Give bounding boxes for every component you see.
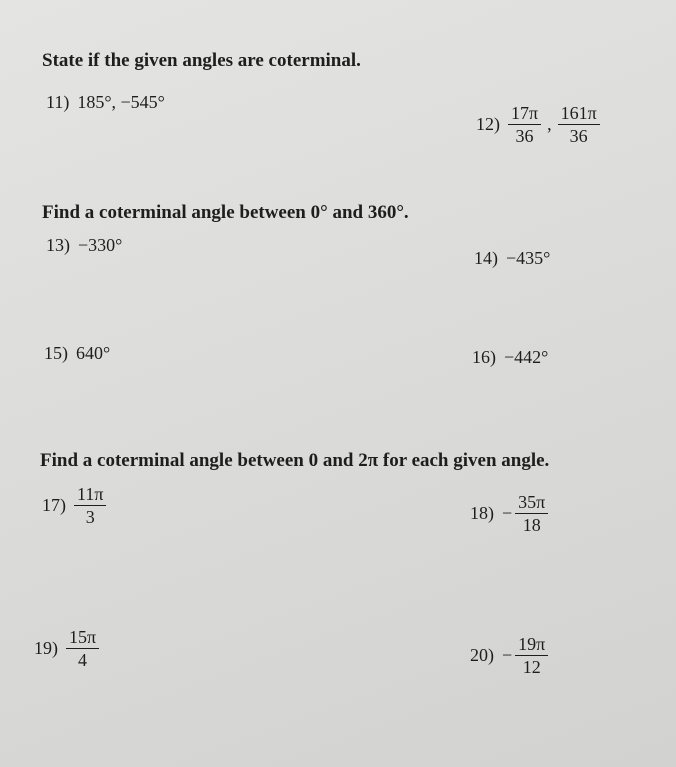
problem-number: 16) xyxy=(472,347,496,367)
fraction xyxy=(66,627,99,670)
problem-expression: −442° xyxy=(504,347,549,367)
problem-number: 12) xyxy=(476,114,500,135)
problem-15 xyxy=(44,343,110,364)
numerator: 19π xyxy=(515,634,548,656)
problem-number: 20) xyxy=(470,645,494,666)
problem-19 xyxy=(34,627,99,670)
problem-expression: 640° xyxy=(76,343,111,363)
problem-number: 17) xyxy=(42,495,66,516)
fraction xyxy=(515,492,548,535)
problem-16 xyxy=(472,347,548,368)
negative-sign: − xyxy=(502,503,513,524)
numerator: 35π xyxy=(515,492,548,514)
numerator: 161π xyxy=(558,103,600,125)
section-heading-radians-range: Find a coterminal angle between 0 and 2π for each given angle. xyxy=(40,450,550,471)
problem-13 xyxy=(46,235,122,256)
fraction-b xyxy=(558,103,600,146)
numerator: 11π xyxy=(74,484,106,506)
numerator: 15π xyxy=(66,627,99,649)
problem-14 xyxy=(474,248,550,269)
problem-expression: 185°, −545° xyxy=(77,92,165,112)
problem-number: 18) xyxy=(470,503,494,524)
problem-number: 19) xyxy=(34,638,58,659)
section-heading-coterminal-check: State if the given angles are coterminal. xyxy=(42,50,361,71)
fraction xyxy=(515,634,548,677)
fraction-a xyxy=(508,103,541,146)
problem-expression: −435° xyxy=(506,248,551,268)
problem-number: 11) xyxy=(46,92,70,112)
fraction xyxy=(74,484,106,527)
problem-20 xyxy=(470,634,548,677)
denominator: 18 xyxy=(522,515,541,536)
negative-sign: − xyxy=(502,645,513,666)
denominator: 4 xyxy=(78,650,88,671)
problem-12 xyxy=(476,103,600,146)
problem-18 xyxy=(470,492,548,535)
numerator: 17π xyxy=(508,103,541,125)
denominator: 36 xyxy=(515,126,534,147)
problem-number: 14) xyxy=(474,248,498,268)
section-heading-degrees-range: Find a coterminal angle between 0° and 360°. xyxy=(42,202,409,223)
problem-expression: −330° xyxy=(78,235,123,255)
problem-17 xyxy=(42,484,106,527)
denominator: 12 xyxy=(522,657,541,678)
separator: , xyxy=(547,114,552,135)
denominator: 36 xyxy=(569,126,588,147)
problem-number: 15) xyxy=(44,343,68,363)
problem-number: 13) xyxy=(46,235,70,255)
problem-11 xyxy=(46,92,165,113)
denominator: 3 xyxy=(85,507,95,528)
